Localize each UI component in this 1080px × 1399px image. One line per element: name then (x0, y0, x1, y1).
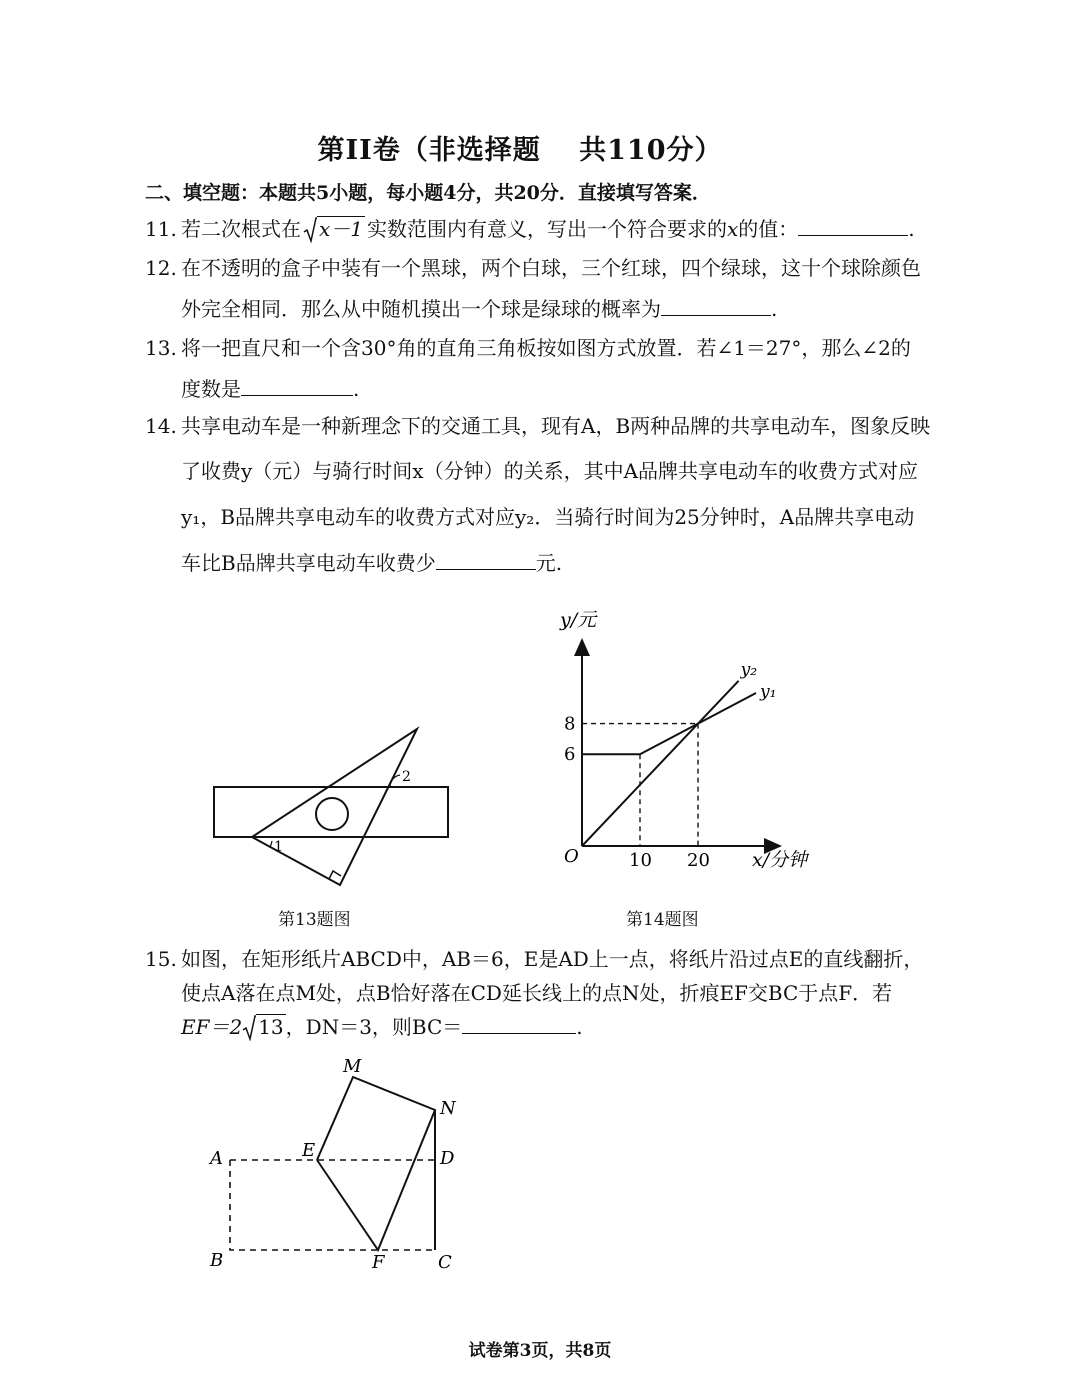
answer-blank[interactable] (241, 377, 353, 396)
series-y1-line (582, 693, 756, 754)
q12-line1: 在不透明的盒子中装有一个黑球，两个白球，三个红球，四个绿球，这十个球除颜色 (181, 256, 921, 280)
q15-line1: 如图，在矩形纸片ABCD中，AB＝6，E是AD上一点，将纸片沿过点E的直线翻折， (181, 947, 924, 971)
page-title: 第II卷（非选择题 共110分） (317, 135, 723, 166)
q12-tail: . (771, 297, 778, 321)
x-tick-label: 20 (687, 850, 710, 871)
triangle-hole (316, 798, 348, 830)
q15-line3a: EF＝2 (181, 1015, 243, 1039)
q11-text-post: 实数范围内有意义，写出一个符合要求的 (367, 217, 728, 241)
x-axis-label: x/分钟 (752, 849, 808, 871)
q13-line2: 度数是 (181, 377, 241, 401)
question-13-line2 (181, 375, 359, 403)
question-12-line2 (181, 295, 777, 323)
y-tick-label: 6 (564, 744, 576, 766)
point-e-label: E (302, 1140, 316, 1161)
answer-blank[interactable] (462, 1015, 576, 1034)
sqrt-symbol (242, 1015, 256, 1041)
q11-text-pre: 若二次根式在 (181, 217, 301, 241)
question-number: 11. (145, 217, 177, 241)
answer-blank[interactable] (436, 551, 536, 570)
section-heading: 二、填空题：本题共5小题，每小题4分，共20分．直接填写答案． (145, 182, 711, 204)
q13-line1: 将一把直尺和一个含30°角的直角三角板按如图方式放置．若∠1＝27°，那么∠2的 (181, 336, 911, 360)
y-axis-label: y/元 (560, 609, 597, 631)
point-m-label: M (343, 1056, 362, 1077)
point-f-label: F (372, 1252, 385, 1273)
figure-14-chart (550, 600, 830, 880)
question-15-line3 (181, 1013, 583, 1041)
angle-2-label: 2 (402, 769, 411, 785)
radicand: 13 (258, 1015, 284, 1039)
point-n-label: N (440, 1098, 456, 1119)
question-12 (145, 254, 921, 282)
question-13 (145, 334, 911, 362)
angle-1-arc (270, 841, 272, 847)
angle-1-label: 1 (274, 839, 283, 855)
q15-tail: . (576, 1015, 583, 1039)
radical-sign (303, 215, 365, 243)
angle-2-arc (390, 775, 400, 787)
answer-blank[interactable] (798, 217, 908, 236)
q11-tail: . (908, 217, 915, 241)
series-y2-line (582, 681, 739, 846)
question-number: 14. (145, 414, 177, 438)
figure-15 (200, 1050, 480, 1280)
figure-13-caption: 第13题图 (278, 910, 351, 930)
q12-line2: 外完全相同．那么从中随机摸出一个球是绿球的概率为 (181, 297, 661, 321)
q14-line2: 了收费y（元）与骑行时间x（分钟）的关系，其中A品牌共享电动车的收费方式对应 (181, 459, 919, 483)
point-b-label: B (210, 1250, 224, 1271)
q15-line2: 使点A落在点M处，点B恰好落在CD延长线上的点N处，折痕EF交BC于点F．若 (181, 981, 893, 1005)
folded-part (317, 1077, 435, 1250)
triangle-set-square (252, 729, 417, 885)
q14-line4: 车比B品牌共享电动车收费少 (181, 551, 436, 575)
question-14-line3 (181, 503, 914, 531)
question-number: 13. (145, 336, 177, 360)
q13-tail: . (353, 377, 360, 401)
q14-tail: 元. (535, 551, 563, 575)
q11-var: x (727, 217, 739, 241)
point-d-label: D (440, 1148, 455, 1169)
original-rectangle-dashed (230, 1160, 435, 1250)
page-footer: 试卷第3页，共8页 (468, 1341, 612, 1361)
question-14 (145, 412, 930, 440)
right-angle-mark (329, 871, 341, 879)
radicand: x－1 (319, 217, 364, 241)
series-y1-label: y₁ (760, 682, 777, 702)
question-14-line4 (181, 549, 562, 577)
question-14-line2 (181, 457, 918, 485)
radical-sign (242, 1013, 285, 1041)
question-15 (145, 945, 923, 973)
origin-label: O (564, 846, 579, 867)
question-number: 15. (145, 947, 177, 971)
figure-14-caption: 第14题图 (626, 910, 699, 930)
question-11 (145, 215, 915, 243)
q15-line3b: ，DN＝3，则BC＝ (285, 1015, 463, 1039)
point-a-label: A (210, 1148, 223, 1169)
q14-line1: 共享电动车是一种新理念下的交通工具，现有A，B两种品牌的共享电动车，图象反映 (181, 414, 931, 438)
figure-13 (200, 715, 470, 895)
question-15-line2 (181, 979, 892, 1007)
q11-text-end: 的值： (738, 217, 799, 241)
q14-line3: y₁，B品牌共享电动车的收费方式对应y₂．当骑行时间为25分钟时，A品牌共享电动 (181, 505, 915, 529)
y-tick-label: 8 (564, 713, 576, 735)
series-y2-label: y₂ (740, 659, 758, 680)
question-number: 12. (145, 256, 177, 280)
sqrt-symbol (303, 217, 317, 243)
answer-blank[interactable] (661, 297, 771, 316)
point-c-label: C (438, 1252, 452, 1273)
x-tick-label: 10 (629, 850, 652, 871)
